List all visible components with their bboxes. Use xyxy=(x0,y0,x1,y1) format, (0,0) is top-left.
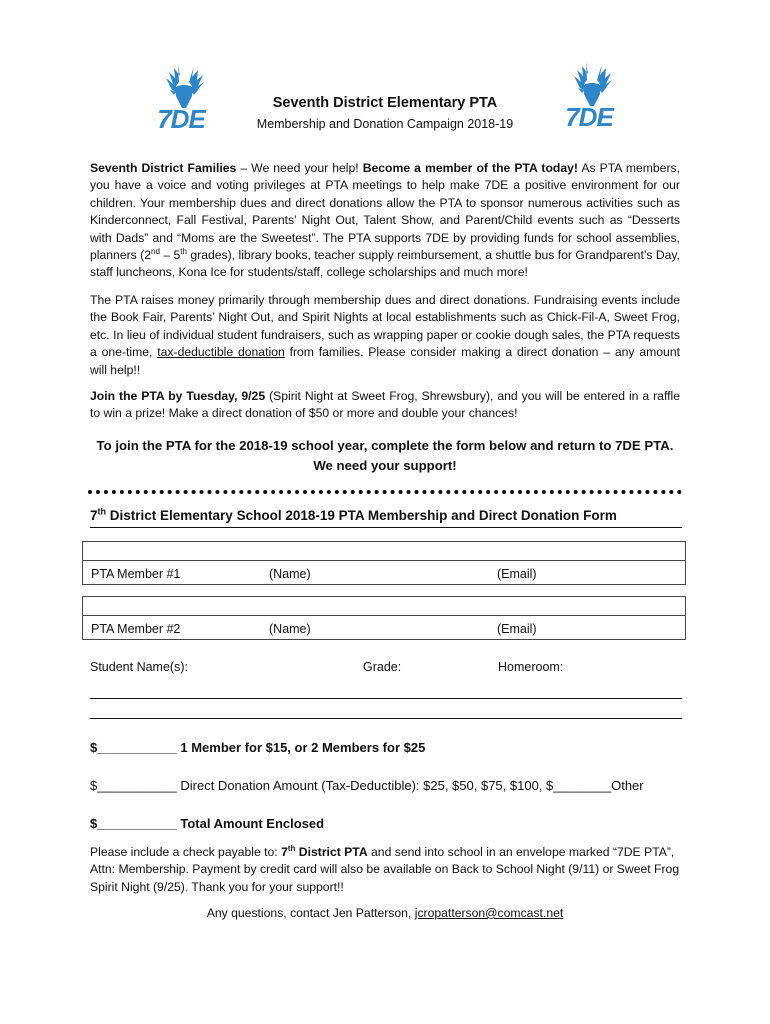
membership-amount-line[interactable]: $___________ 1 Member for $15, or 2 Members for $25 xyxy=(90,740,426,755)
superscript: th xyxy=(287,843,296,853)
payee-text: 7 xyxy=(281,845,288,859)
contact-line xyxy=(0,906,770,920)
cut-line-divider xyxy=(88,490,682,494)
callout-line-2: We need your support! xyxy=(313,458,457,473)
superscript: nd xyxy=(151,246,160,256)
closing-text: Please include a check payable to: xyxy=(90,845,282,859)
total-amount-line[interactable]: $___________ Total Amount Enclosed xyxy=(90,816,325,831)
raffle-deadline: Join the PTA by Tuesday, 9/25 xyxy=(90,389,266,403)
member-1-email-label: (Email) xyxy=(497,567,537,581)
member-2-name-label: (Name) xyxy=(269,622,311,636)
student-name-label: Student Name(s): xyxy=(90,660,188,674)
raffle-text: (Spirit Night at Sweet Frog, Shrewsbury), and you will be entered in a raffle to win a prize! Make a direct donation of $50 or more and double your chances! xyxy=(90,389,680,421)
intro-text: grades), library books, teacher supply reimbursement, a shuttle bus for Grandparent’s Day, staff luncheons, Kona Ice for students/staff, college scholarships and much more! xyxy=(90,248,680,280)
homeroom-label: Homeroom: xyxy=(498,660,564,674)
member-2-label: PTA Member #2 xyxy=(91,622,181,636)
grade-label: Grade: xyxy=(363,660,402,674)
closing-text: and send into school in an envelope marked “7DE PTA”, Attn: Membership. Payment by credit card will also be available on Back to School Night (9/11) or Sweet Frog Spirit Night (9/25). Thank you for your support!! xyxy=(90,845,680,894)
member-1-name-label: (Name) xyxy=(269,567,311,581)
member-1-field[interactable] xyxy=(82,541,686,585)
intro-paragraph xyxy=(90,160,680,282)
closing-paragraph xyxy=(90,844,680,896)
field-divider xyxy=(83,560,685,561)
contact-email-link[interactable]: jcropatterson@comcast.net xyxy=(414,906,564,920)
donation-amount-line[interactable]: $___________ Direct Donation Amount (Tax-Deductible): $25, $50, $75, $100, $________Other xyxy=(90,778,644,793)
superscript: th xyxy=(180,246,187,256)
page-subtitle: Membership and Donation Campaign 2018-19 xyxy=(256,117,514,131)
intro-bold: Become a member of the PTA today! xyxy=(362,161,578,175)
student-entry-line[interactable] xyxy=(90,698,682,699)
student-entry-line[interactable] xyxy=(90,718,682,719)
member-2-field[interactable] xyxy=(82,596,686,640)
superscript: th xyxy=(97,506,107,517)
fundraising-paragraph xyxy=(90,292,680,379)
intro-text: – 5 xyxy=(159,248,181,263)
intro-text: – We need your help! xyxy=(236,161,363,175)
callout-line-1: To join the PTA for the 2018-19 school year, complete the form below and return to 7DE PTA. xyxy=(96,438,674,453)
callout xyxy=(90,436,680,476)
form-title xyxy=(90,508,682,528)
raffle-paragraph xyxy=(90,388,680,423)
form-title-text: District Elementary School 2018-19 PTA Membership and Direct Donation Form xyxy=(106,508,617,523)
intro-text: As PTA members, you have a voice and voting privileges at PTA meetings to help make 7DE a positive environment for our children. Your membership dues and direct donations allow the PTA to sponsor numerous activities such as Kinderconnect, Fall Festival, Parents’ Night Out, Talent Show, and Parent/Child events such as “Desserts with Dads” and “Moms are the Sweetest”. The PTA supports 7DE by providing funds for school assemblies, planners (2 xyxy=(90,161,680,263)
fundraising-text: from families. Please consider making a direct donation – any amount will help!! xyxy=(90,345,680,377)
fundraising-text: The PTA raises money primarily through membership dues and direct donations. Fundraising events include the Book Fair, Parents’ Night Out, and Spirit Nights at local establishments such as Chick-Fil-A, Sweet Frog, etc. In lieu of individual student fundraisers, such as wrapping paper or cookie dough sales, the PTA requests a one-time, xyxy=(90,293,680,360)
logo-text: 7DE xyxy=(157,104,205,134)
member-2-email-label: (Email) xyxy=(497,622,537,636)
form-title-text: 7 xyxy=(90,508,98,523)
payee-text: District PTA xyxy=(295,845,368,859)
logo-text: 7DE xyxy=(565,102,613,132)
contact-text: Any questions, contact Jen Patterson, xyxy=(206,906,415,920)
intro-lead: Seventh District Families xyxy=(90,161,237,175)
tax-deductible-link: tax-deductible donation xyxy=(157,345,285,360)
payee xyxy=(281,845,368,859)
page-title: Seventh District Elementary PTA xyxy=(272,95,498,111)
field-divider xyxy=(83,615,685,616)
member-1-label: PTA Member #1 xyxy=(91,567,181,581)
